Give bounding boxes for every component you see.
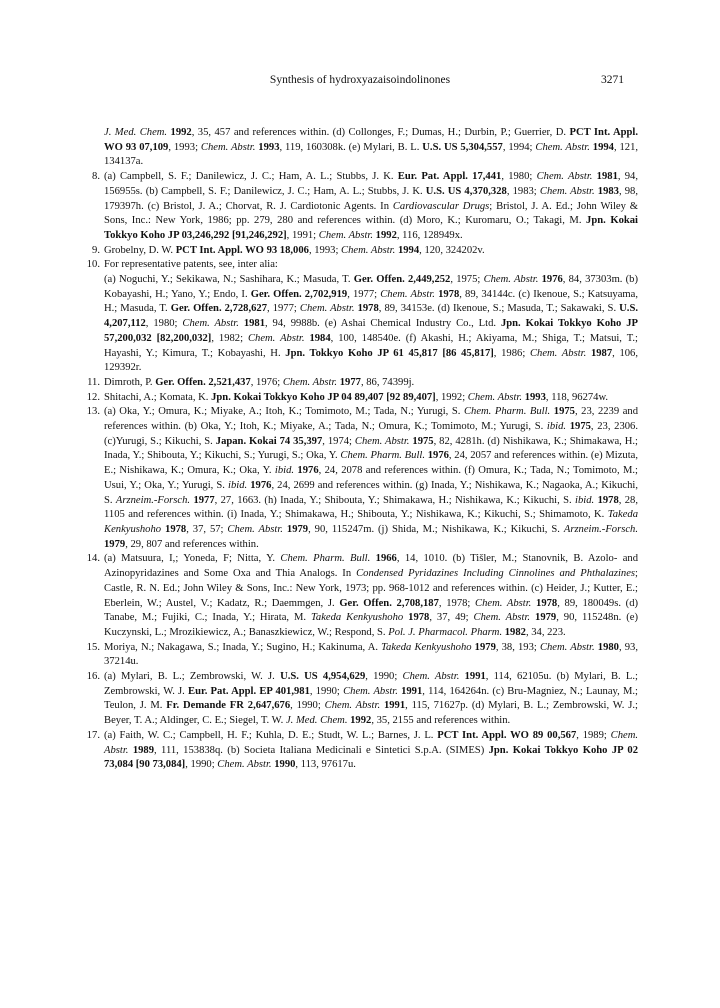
reference-text: Moriya, N.; Nakagawa, S.; Inada, Y.; Sugino, H.; Kakinuma, A. Takeda Kenkyushoho 1979, 38, 193; Chem. Abstr. 1980, 93, 37214u.: [104, 641, 638, 668]
reference-item: [86, 405, 638, 552]
reference-number: 15.: [86, 641, 100, 653]
reference-item: [86, 670, 638, 729]
running-header: [0, 74, 720, 90]
running-title: Synthesis of hydroxyazaisoindolinones: [269, 74, 451, 86]
reference-item: [86, 641, 638, 670]
reference-item: [86, 376, 638, 391]
reference-number: 10.: [86, 259, 100, 271]
reference-text: J. Med. Chem. 1992, 35, 457 and references within. (d) Collonges, F.; Dumas, H.; Durbin, P.; Guerrier, D. PCT Int. Appl. WO 93 07,109, 1993; Chem. Abstr. 1993, 119, 160308k. (e) Mylari, B. L. U.S. US 5,304,557, 1994; Chem. Abstr. 1994, 121, 134137a.: [104, 127, 639, 168]
reference-item: [86, 244, 638, 259]
reference-text: (a) Campbell, S. F.; Danilewicz, J. C.; Ham, A. L.; Stubbs, J. K. Eur. Pat. Appl. 17,441, 1980; Chem. Abstr. 1981, 94, 156955s. (b) Campbell, S. F.; Danilewicz, J. C.; Ham, A. L.; Stubbs, J. K. U.S. US 4,370,328, 1983; Chem. Abstr. 1983, 98, 179397h. (c) Bristol, J. A.; Chorvat, R. J. Cardiotonic Agents. In Cardiovascular Drugs; Bristol, J. A. Ed.; John Wiley & Sons, Inc.: New York, 1986; pp. 279, 280 and references within. (d) Moro, K.; Kuromaru, O.; Takagi, M. Jpn. Kokai Tokkyo Koho JP 03,246,292 [91,246,292], 1991; Chem. Abstr. 1992, 116, 128949x.: [104, 171, 638, 241]
reference-item: [86, 552, 638, 640]
reference-list: [86, 126, 638, 773]
reference-number: 17.: [86, 729, 100, 741]
reference-item: [86, 126, 638, 170]
reference-text: (a) Matsuura, I,; Yoneda, F; Nitta, Y. Chem. Pharm. Bull. 1966, 14, 1010. (b) Tišler, M.; Stanovnik, B. Azolo- and Azinopyridazines and Some Oxa and Thia Analogs. In Condensed Pyridazines Including Cinnolines and Phthalazines; Castle, R. N. Ed.; John Wiley & Sons, Inc.: New York, 1973; pp. 968-1012 and references within. (c) Heider, J.; Kutter, E.; Eberlein, W.; Austel, V.; Kadatz, R.; Daemmgen, J. Ger. Offen. 2,708,187, 1978; Chem. Abstr. 1978, 89, 180049s. (d) Tanabe, M.; Fujiki, C.; Inada, Y.; Hirata, M. Takeda Kenkyushoho 1978, 37, 49; Chem. Abstr. 1979, 90, 115248n. (e) Kuczynski, L.; Mrozikiewicz, A.; Banaszkiewicz, W.; Respond, S. Pol. J. Pharmacol. Pharm. 1982, 34, 223.: [104, 553, 639, 638]
reference-item: [86, 391, 638, 406]
reference-number: 8.: [92, 171, 100, 183]
reference-text: Shitachi, A.; Komata, K. Jpn. Kokai Tokkyo Koho JP 04 89,407 [92 89,407], 1992; Chem. Abstr. 1993, 118, 96274w.: [104, 391, 609, 403]
reference-text: (a) Oka, Y.; Omura, K.; Miyake, A.; Itoh, K.; Tomimoto, M.; Tada, N.; Yurugi, S. Chem. Pharm. Bull. 1975, 23, 2239 and references within. (b) Oka, Y.; Itoh, K.; Miyake, A.; Tada, N.; Omura, K.; Tomimoto, M.; Yurugi, S. ibid. 1975, 23, 2306. (c)Yurugi, S.; Kikuchi, S. Japan. Kokai 74 35,397, 1974; Chem. Abstr. 1975, 82, 4281h. (d) Nishikawa, K.; Shimakawa, H.; Inada, Y.; Shibouta, Y.; Kikuchi, S.; Yurugi, S.; Oka, Y. Chem. Pharm. Bull. 1976, 24, 2057 and references within. (e) Mizuta, E.; Nishikawa, K.; Omura, K.; Oka, Y. ibid. 1976, 24, 2078 and references within. (f) Omura, K.; Tada, N.; Tomimoto, M.; Usui, Y.; Oka, Y.; Yurugi, S. ibid. 1976, 24, 2699 and references within. (g) Inada, Y.; Nishikawa, K.; Nagaoka, A.; Kikuchi, S. Arzneim.-Forsch. 1977, 27, 1663. (h) Inada, Y.; Shibouta, Y.; Shimakawa, H.; Nishikawa, K.; Kikuchi, S. ibid. 1978, 28, 1105 and references within. (i) Inada, Y.; Shimakawa, H.; Shibouta, Y.; Nishikawa, K.; Kikuchi, S.; Shimamoto, K. Takeda Kenkyushoho 1978, 37, 57; Chem. Abstr. 1979, 90, 115247m. (j) Shida, M.; Nishikawa, K.; Kikuchi, S. Arzneim.-Forsch. 1979, 29, 807 and references within.: [104, 406, 639, 550]
reference-number: 13.: [86, 406, 100, 418]
reference-item: [86, 729, 638, 773]
page-number: 3271: [601, 74, 624, 86]
reference-number: 11.: [87, 376, 100, 388]
reference-text: (a) Mylari, B. L.; Zembrowski, W. J. U.S. US 4,954,629, 1990; Chem. Abstr. 1991, 114, 62105u. (b) Mylari, B. L.; Zembrowski, W. J. Eur. Pat. Appl. EP 401,981, 1990; Chem. Abstr. 1991, 114, 164264n. (c) Bru-Magniez, N.; Launay, M.; Teulon, J. M. Fr. Demande FR 2,647,676, 1990; Chem. Abstr. 1991, 115, 71627p. (d) Mylari, B. L.; Zembrowski, W. J.; Beyer, T. A.; Aldinger, C. E.; Siegel, T. W. J. Med. Chem. 1992, 35, 2155 and references within.: [104, 671, 638, 727]
reference-number: 14.: [86, 553, 100, 565]
reference-number: 9.: [92, 244, 100, 256]
reference-text: For representative patents, see, inter alia: (a) Noguchi, Y.; Sekikawa, N.; Sashihara, K.; Masuda, T. Ger. Offen. 2,449,252, 1975; Chem. Abstr. 1976, 84, 37303m. (b) Kobayashi, H.; Yano, Y.; Endo, I. Ger. Offen. 2,702,919, 1977; Chem. Abstr. 1978, 89, 34144c. (c) Ikenoue, S.; Katsuyama, H.; Masuda, T. Ger. Offen. 2,728,627, 1977; Chem. Abstr. 1978, 89, 34153e. (d) Ikenoue, S.; Masuda, T.; Sakawaki, S. U.S. 4,207,112, 1980; Chem. Abstr. 1981, 94, 9988b. (e) Ashai Chemical Industry Co., Ltd. Jpn. Kokai Tokkyo Koho JP 57,200,032 [82,200,032], 1982; Chem. Abstr. 1984, 100, 148540e. (f) Akashi, H.; Akiyama, M.; Shiga, T.; Matsui, T.; Hayashi, Y.; Kimura, T.; Kobayashi, H. Jpn. Tokkyo Koho JP 61 45,817 [86 45,817], 1986; Chem. Abstr. 1987, 106, 129392r.: [104, 259, 639, 374]
reference-number: 16.: [86, 671, 100, 683]
reference-text: Grobelny, D. W. PCT Int. Appl. WO 93 18,006, 1993; Chem. Abstr. 1994, 120, 324202v.: [104, 244, 485, 256]
reference-item: [86, 258, 638, 376]
reference-text: (a) Faith, W. C.; Campbell, H. F.; Kuhla, D. E.; Studt, W. L.; Barnes, J. L. PCT Int. Appl. WO 89 00,567, 1989; Chem. Abstr. 1989, 111, 153838q. (b) Societa Italiana Medicinali e Sintetici S.p.A. (SIMES) Jpn. Kokai Tokkyo Koho JP 02 73,084 [90 73,084], 1990; Chem. Abstr. 1990, 113, 97617u.: [104, 729, 639, 771]
reference-item: [86, 170, 638, 244]
reference-text: Dimroth, P. Ger. Offen. 2,521,437, 1976; Chem. Abstr. 1977, 86, 74399j.: [104, 376, 415, 388]
reference-number: 12.: [86, 391, 100, 403]
